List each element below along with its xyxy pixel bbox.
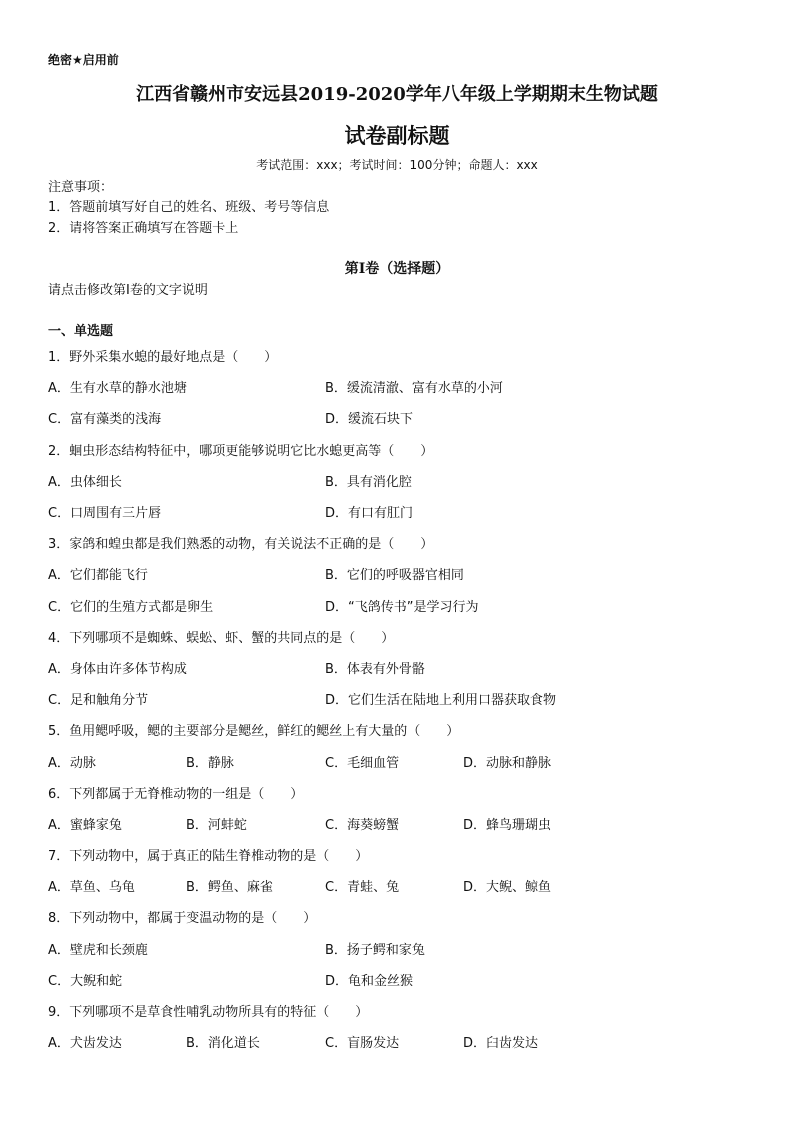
option-d: D．动脉和静脉	[463, 756, 552, 771]
exam-info: 考试范围：xxx；考试时间：100分钟；命题人：xxx	[256, 158, 538, 172]
option-c: C．大鲵和蛇	[48, 974, 123, 989]
option-d: D．缓流石块下	[325, 412, 414, 427]
option-a: A．它们都能飞行	[48, 568, 148, 583]
option-c: C．盲肠发达	[325, 1036, 400, 1051]
option-b: B．它们的呼吸器官相同	[325, 568, 464, 583]
option-d: D．有口有肛门	[325, 506, 414, 521]
question-stem: 5．鱼用鳃呼吸，鳃的主要部分是鳃丝，鲜红的鳃丝上有大量的（ ）	[48, 724, 460, 739]
option-b: B．静脉	[186, 756, 234, 771]
option-d: D．臼齿发达	[463, 1036, 539, 1051]
exam-subtitle: 试卷副标题	[344, 124, 450, 148]
option-c: C．它们的生殖方式都是卵生	[48, 600, 214, 615]
option-b: B．体表有外骨骼	[325, 662, 425, 677]
note-item: 2．请将答案正确填写在答题卡上	[48, 221, 239, 236]
option-b: B．具有消化腔	[325, 475, 412, 490]
option-a: A．草鱼、乌龟	[48, 880, 135, 895]
option-d: D．大鲵、鲸鱼	[463, 880, 552, 895]
section-description[interactable]: 请点击修改第I卷的文字说明	[48, 283, 208, 298]
question-stem: 6．下列都属于无脊椎动物的一组是（ ）	[48, 787, 304, 802]
section-title: 第I卷（选择题）	[344, 261, 450, 277]
notes-heading: 注意事项：	[48, 180, 114, 195]
question-stem: 1．野外采集水螅的最好地点是（ ）	[48, 350, 278, 365]
option-d: D．它们生活在陆地上利用口器获取食物	[325, 693, 557, 708]
option-b: B．河蚌蛇	[186, 818, 247, 833]
option-d: D．蜂鸟珊瑚虫	[463, 818, 552, 833]
option-d: D．“飞鸽传书”是学习行为	[325, 600, 479, 615]
question-stem: 8．下列动物中，都属于变温动物的是（ ）	[48, 911, 317, 926]
option-a: A．蜜蜂家兔	[48, 818, 122, 833]
option-b: B．消化道长	[186, 1036, 260, 1051]
option-b: B．鳄鱼、麻雀	[186, 880, 273, 895]
option-c: C．富有藻类的浅海	[48, 412, 162, 427]
exam-title: 江西省赣州市安远县2019-2020学年八年级上学期期末生物试题	[136, 84, 658, 105]
question-stem: 2．蛔虫形态结构特征中，哪项更能够说明它比水螅更高等（ ）	[48, 444, 434, 459]
option-a: A．犬齿发达	[48, 1036, 122, 1051]
option-c: C．口周围有三片唇	[48, 506, 162, 521]
option-d: D．龟和金丝猴	[325, 974, 414, 989]
option-a: A．虫体细长	[48, 475, 122, 490]
option-c: C．毛细血管	[325, 756, 400, 771]
question-stem: 4．下列哪项不是蜘蛛、蜈蚣、虾、蟹的共同点的是（ ）	[48, 631, 395, 646]
option-a: A．壁虎和长颈鹿	[48, 943, 148, 958]
option-c: C．海葵螃蟹	[325, 818, 400, 833]
part-heading: 一、单选题	[48, 324, 114, 339]
note-item: 1．答题前填写好自己的姓名、班级、考号等信息	[48, 200, 330, 215]
option-a: A．身体由许多体节构成	[48, 662, 187, 677]
option-c: C．青蛙、兔	[325, 880, 400, 895]
option-a: A．生有水草的静水池塘	[48, 381, 187, 396]
option-b: B．扬子鳄和家兔	[325, 943, 425, 958]
question-stem: 9．下列哪项不是草食性哺乳动物所具有的特征（ ）	[48, 1005, 369, 1020]
question-stem: 7．下列动物中，属于真正的陆生脊椎动物的是（ ）	[48, 849, 369, 864]
option-b: B．缓流清澈、富有水草的小河	[325, 381, 503, 396]
question-stem: 3．家鸽和蝗虫都是我们熟悉的动物，有关说法不正确的是（ ）	[48, 537, 434, 552]
secret-label: 绝密★启用前	[48, 53, 119, 67]
option-a: A．动脉	[48, 756, 96, 771]
option-c: C．足和触角分节	[48, 693, 149, 708]
